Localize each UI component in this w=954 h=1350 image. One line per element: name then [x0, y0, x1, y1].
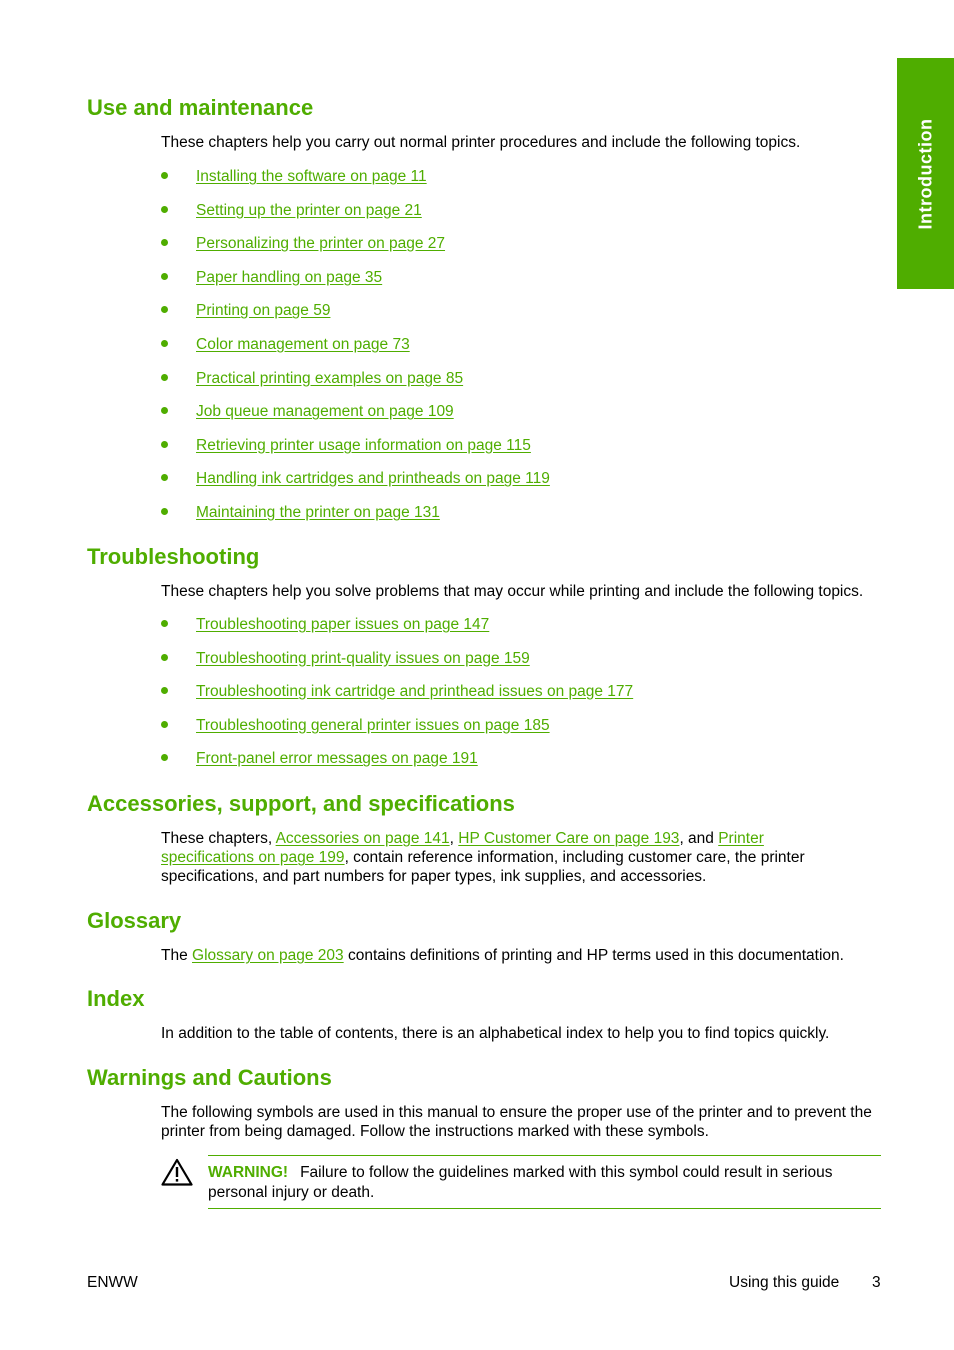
- glossary-link[interactable]: Glossary on page 203: [192, 947, 344, 964]
- footer-left-text: ENWW: [87, 1274, 138, 1291]
- use-and-maintenance-intro: These chapters help you carry out normal printer procedures and include the following topics.: [161, 134, 801, 151]
- topic-link[interactable]: Installing the software on page 11: [196, 168, 427, 185]
- topic-link[interactable]: Practical printing examples on page 85: [196, 369, 464, 387]
- glossary-paragraph: [161, 946, 887, 965]
- topic-link[interactable]: Job queue management on page 109: [196, 403, 454, 421]
- topic-link[interactable]: Troubleshooting general printer issues on page 185: [196, 716, 550, 734]
- topic-link[interactable]: Troubleshooting print-quality issues on page 159: [196, 649, 530, 667]
- warning-label: WARNING!: [208, 1164, 289, 1181]
- accessories-heading: Accessories, support, and specifications: [87, 791, 515, 816]
- topic-link[interactable]: Color management on page 73: [196, 335, 410, 353]
- warning-text: Failure to follow the guidelines marked with this symbol could result in serious personal injury or death.: [208, 1164, 833, 1201]
- topic-link[interactable]: Setting up the printer on page 21: [196, 201, 422, 219]
- accessories-text: , contain reference information, including customer care, the printer specifications, and part numbers for paper types, ink supplies, and accessories.: [161, 849, 805, 885]
- index-heading: Index: [87, 986, 145, 1011]
- bullet-icon: [161, 441, 168, 448]
- customer-care-link[interactable]: HP Customer Care on page 193: [458, 830, 680, 847]
- topic-link[interactable]: Paper handling on page 35: [196, 268, 383, 286]
- glossary-heading: Glossary: [87, 908, 182, 933]
- bullet-icon: [161, 206, 168, 213]
- bullet-icon: [161, 687, 168, 694]
- bullet-icon: [161, 374, 168, 381]
- accessories-text: These chapters,: [161, 830, 276, 847]
- bullet-icon: [161, 508, 168, 515]
- accessories-link[interactable]: Accessories on page 141: [275, 830, 450, 847]
- topic-link[interactable]: Personalizing the printer on page 27: [196, 235, 446, 253]
- section-tab: [897, 58, 954, 289]
- glossary-text: contains definitions of printing and HP terms used in this documentation.: [343, 947, 844, 964]
- page-number: 3: [872, 1274, 881, 1291]
- topic-link[interactable]: Troubleshooting paper issues on page 147: [196, 616, 490, 633]
- section-tab-label: Introduction: [915, 118, 935, 229]
- printer-specifications-link[interactable]: Printer specifications on page 199: [161, 830, 764, 866]
- index-paragraph: In addition to the table of contents, there is an alphabetical index to help you to find topics quickly.: [161, 1025, 830, 1042]
- bullet-icon: [161, 239, 168, 246]
- topic-link[interactable]: Printing on page 59: [196, 302, 331, 320]
- bullet-icon: [161, 654, 168, 661]
- bullet-icon: [161, 172, 168, 179]
- bullet-icon: [161, 273, 168, 280]
- footer-section-title: Using this guide: [729, 1274, 840, 1291]
- bullet-icon: [161, 474, 168, 481]
- troubleshooting-intro: These chapters help you solve problems that may occur while printing and include the following topics.: [161, 583, 864, 600]
- accessories-paragraph: [161, 829, 831, 886]
- accessories-text: ,: [449, 830, 459, 847]
- bullet-icon: [161, 340, 168, 347]
- topic-link[interactable]: Handling ink cartridges and printheads on page 119: [196, 470, 550, 488]
- troubleshooting-heading: Troubleshooting: [87, 544, 260, 569]
- warning-top-rule: [208, 1155, 881, 1156]
- accessories-text: , and: [679, 830, 719, 847]
- warnings-heading: Warnings and Cautions: [87, 1065, 332, 1090]
- warning-bottom-rule: [208, 1208, 881, 1209]
- bullet-icon: [161, 721, 168, 728]
- topic-link[interactable]: Retrieving printer usage information on page 115: [196, 436, 531, 454]
- topic-link[interactable]: Maintaining the printer on page 131: [196, 503, 440, 521]
- warning-triangle-icon: [161, 1158, 193, 1186]
- bullet-icon: [161, 754, 168, 761]
- glossary-text: The: [161, 947, 193, 964]
- warnings-paragraph: The following symbols are used in this manual to ensure the proper use of the printer and to prevent the printer from being damaged. Follow the instructions marked with these symbols.: [161, 1104, 872, 1140]
- bullet-icon: [161, 620, 168, 627]
- topic-link[interactable]: Troubleshooting ink cartridge and printhead issues on page 177: [196, 683, 634, 701]
- topic-link[interactable]: Front-panel error messages on page 191: [196, 750, 478, 768]
- use-and-maintenance-heading: Use and maintenance: [87, 95, 314, 120]
- bullet-icon: [161, 306, 168, 313]
- bullet-icon: [161, 407, 168, 414]
- warning-note: [208, 1163, 881, 1203]
